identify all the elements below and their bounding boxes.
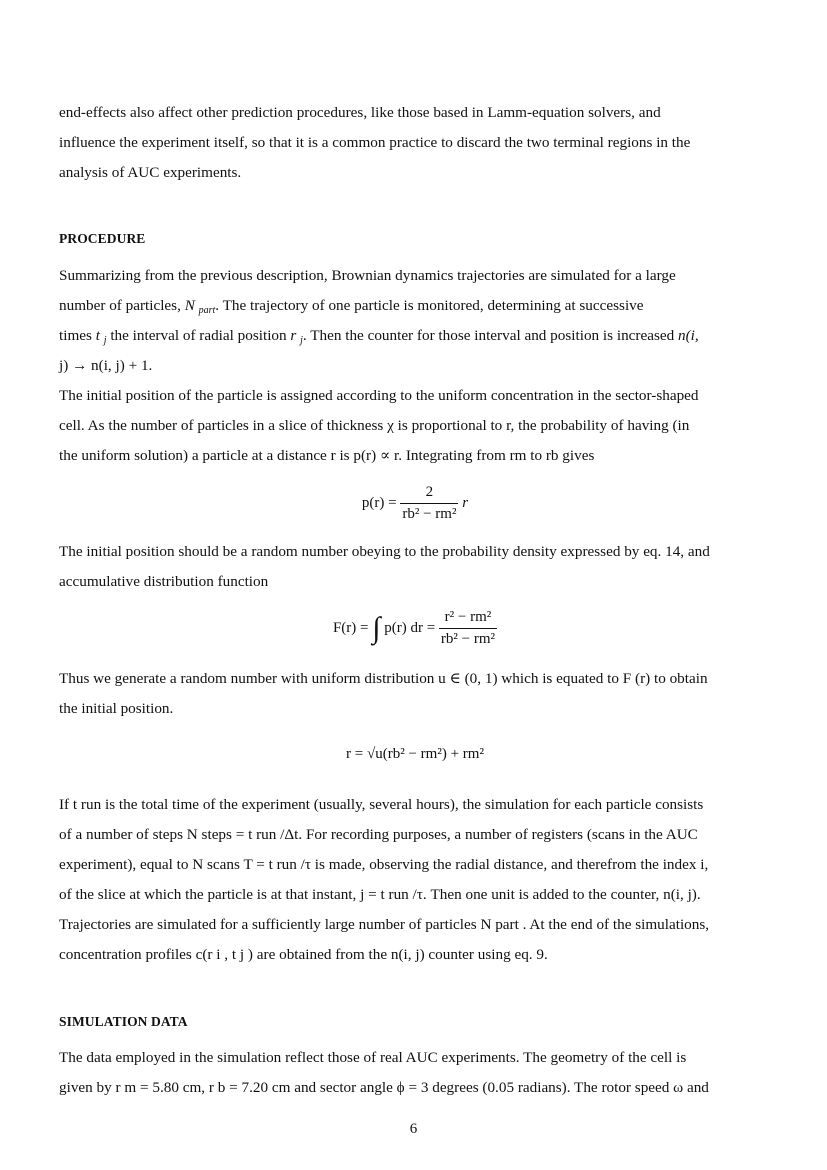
page-number: 6 [409,1121,418,1137]
procedure-p5-line-4: of the slice at which the particle is at that instant, j = t run /τ. Then one unit is added to the counter, n(i, j). [59,886,701,903]
procedure-p1-line-2: number of particles, N $_{part}$. The trajectory of one particle is monitored, determining at successive [59,297,644,316]
equation-cdf: F(r) = ∫ p(r) dr = $\frac{\text{r² − rm²}}{\text{rb² − rm²}}$ [332,609,496,647]
simulation-line-1: The data employed in the simulation reflect those of real AUC experiments. The geometry of the cell is [59,1049,687,1066]
intro-line-2: influence the experiment itself, so that it is a common practice to discard the two terminal regions in the [59,134,691,151]
equation-p-of-r: p(r) = $\frac{2}{\text{rb² − rm²}}$ r [361,484,469,522]
procedure-p3-line-1: The initial position should be a random number obeying to the probability density expressed by eq. 14, and [59,543,710,560]
intro-line-3: analysis of AUC experiments. [59,164,242,181]
procedure-p5-line-3: experiment), equal to N scans T = t run /τ is made, observing the radial distance, and therefrom the index i, [59,856,709,873]
procedure-p2-line-2: cell. As the number of particles in a slice of thickness χ is proportional to r, the probability of having (in [59,417,690,434]
procedure-p4-line-2: the initial position. [59,700,174,717]
procedure-p2-line-1: The initial position of the particle is assigned according to the uniform concentration in the sector-shaped [59,387,699,404]
procedure-p2-line-3: the uniform solution) a particle at a distance r is p(r) ∝ r. Integrating from rm to rb gives [59,447,595,464]
intro-line-1: end-effects also affect other prediction procedures, like those based in Lamm-equation solvers, and [59,104,661,121]
procedure-heading: PROCEDURE [59,231,146,246]
procedure-p5-line-1: If t run is the total time of the experiment (usually, several hours), the simulation for each particle consists [59,796,704,813]
integral-sign: ∫ [372,611,381,645]
equation-r: r = √u(rb² − rm²) + rm² [346,746,484,762]
procedure-p5-line-2: of a number of steps N steps = t run /Δt. For recording purposes, a number of registers (scans in the AUC [59,826,698,843]
procedure-p1-line-4: j) → n(i, j) + 1. [59,357,153,374]
simulation-line-2: given by r m = 5.80 cm, r b = 7.20 cm and sector angle ϕ = 3 degrees (0.05 radians). The rotor speed ω and [59,1079,709,1096]
procedure-p5-line-6: concentration profiles c(r i , t j ) are obtained from the n(i, j) counter using eq. 9. [59,946,548,963]
procedure-p3-line-2: accumulative distribution function [59,573,269,590]
procedure-p1-line-1: Summarizing from the previous description, Brownian dynamics trajectories are simulated for a large [59,267,676,284]
procedure-p1-line-3: times t $_j$ the interval of radial position r $_j$. Then the counter for those interval and position is increased n(i, [59,327,699,346]
procedure-p4-line-1: Thus we generate a random number with uniform distribution u ∈ (0, 1) which is equated to F (r) to obtain [59,670,708,687]
simulation-heading: SIMULATION DATA [59,1014,188,1029]
procedure-p5-line-5: Trajectories are simulated for a sufficiently large number of particles N part . At the end of the simulations, [59,916,710,933]
